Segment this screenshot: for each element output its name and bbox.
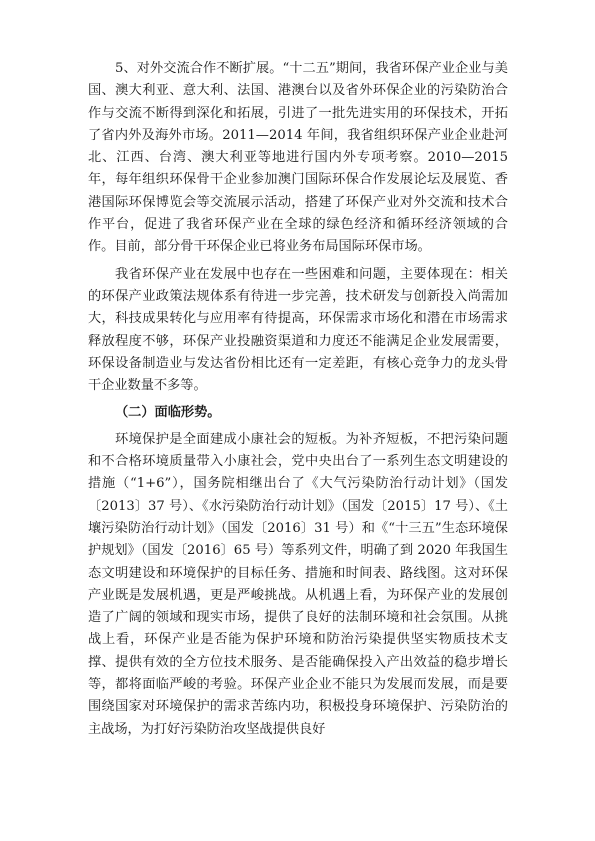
paragraph-situation: 环境保护是全面建成小康社会的短板。为补齐短板，不把污染问题和不合格环境质量带入小康社会，党中央出台了一系列生态文明建设的措施（“1+6”），国务院相继出台了《大气污染防治行动计划》（国发〔2013〕37 号）、《水污染防治行动计划》（国发〔2015〕17 号）、《土壤污染防治行动计划》（国发〔2016〕31 号）和《“十三五”生态环境保护规划》（国发〔2016〕65 号）等系列文件，明确了到 2020 年我国生态文明建设和环境保护的目标任务、措施和时间表、路线图。这对环保产业既是发展机遇，更是严峻挑战。从机遇上看，为环保产业的发展创造了广阔的领域和现实市场，提供了良好的法制环境和社会氛围。从挑战上看，环保产业是否能为保护环境和防治污染提供坚实物质技术支撑、提供有效的全方位技术服务、是否能确保投入产出效益的稳步增长等，都将面临严峻的考验。环保产业企业不能只为发展而发展，而是要围绕国家对环境保护的需求苦练内功，积极投身环境保护、污染防治的主战场，为打好污染防治攻坚战提供良好: [88, 431, 508, 737]
document-body: [88, 58, 508, 741]
section-heading: （二）面临形势。: [115, 405, 221, 421]
paragraph-foreign-cooperation: 5、对外交流合作不断扩展。“十二五”期间，我省环保产业企业与美国、澳大利亚、意大利、法国、港澳台以及省外环保企业的污染防治合作与交流不断得到深化和拓展，引进了一批先进实用的环保技术，开拓了省内外及海外市场。2011—2014 年间，我省组织环保产业企业赴河北、江西、台湾、澳大利亚等地进行国内外专项考察。2010—2015 年，每年组织环保骨干企业参加澳门国际环保合作发展论坛及展览、香港国际环保博览会等交流展示活动，搭建了环保产业对外交流和技术合作平台，促进了我省环保产业在全球的绿色经济和循环经济领域的合作。目前，部分骨干环保企业已将业务布局国际环保市场。: [88, 61, 508, 255]
paragraph-problems: 我省环保产业在发展中也存在一些困难和问题，主要体现在：相关的环保产业政策法规体系有待进一步完善，技术研发与创新投入尚需加大，科技成果转化与应用率有待提高，环保需求市场化和潜在市场需求释放程度不够，环保产业投融资渠道和力度还不能满足企业发展需要，环保设备制造业与发达省份相比还有一定差距，有核心竞争力的龙头骨干企业数量不多等。: [88, 266, 508, 394]
